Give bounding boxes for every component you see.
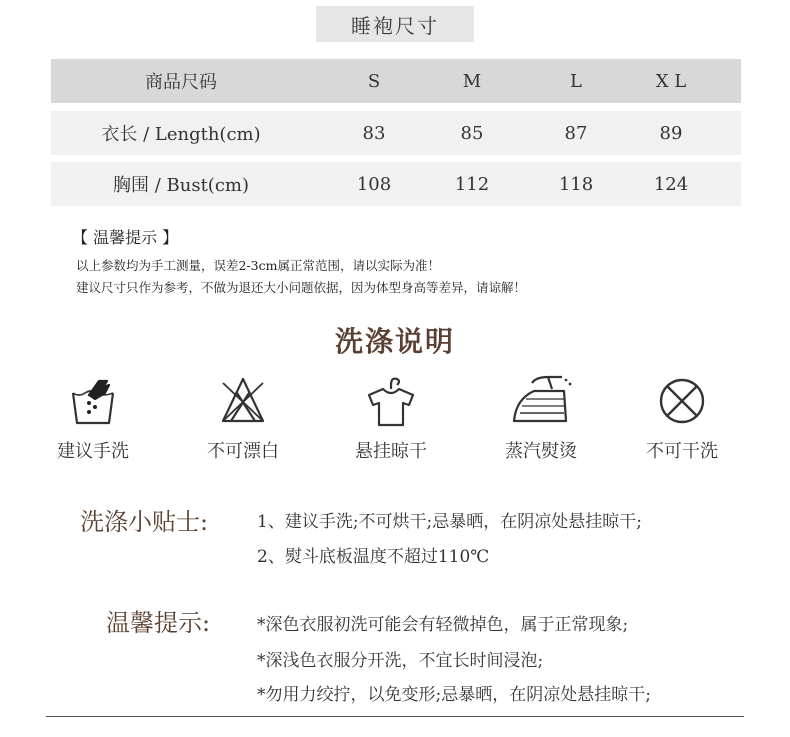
hand-wash-icon <box>33 373 153 429</box>
bottom-divider <box>46 716 744 717</box>
table-cell: 85 <box>460 122 484 144</box>
warm-tip-line: *勿用力绞拧，以免变形;忌暴晒，在阴凉处悬挂晾干; <box>257 685 651 705</box>
table-header-row <box>51 59 741 103</box>
warm-tips-label: 温馨提示: <box>106 609 211 637</box>
table-cell: 108 <box>356 173 392 195</box>
table-row <box>51 162 741 206</box>
wash-tip-line: 2、熨斗底板温度不超过110℃ <box>257 547 490 567</box>
table-cell: 胸围 / Bust(cm) <box>113 175 249 196</box>
table-header-cell: X L <box>655 70 687 92</box>
table-header-cell: L <box>570 70 582 92</box>
table-cell: 124 <box>653 173 689 195</box>
page-title: 睡袍尺寸 <box>316 6 474 42</box>
warm-tip-line: *深色衣服初洗可能会有轻微掉色，属于正常现象; <box>257 615 629 635</box>
no-bleach-icon <box>183 373 303 429</box>
hang-dry-label: 悬挂晾干 <box>355 441 427 462</box>
tip-line: 以上参数均为手工测量，误差2-3cm属正常范围，请以实际为准！ <box>76 258 440 273</box>
table-cell: 118 <box>558 173 594 195</box>
steam-iron-icon <box>481 373 601 429</box>
table-header-cell: 商品尺码 <box>145 72 217 93</box>
table-header-cell: S <box>367 70 381 92</box>
no-dry-clean-icon <box>622 373 742 429</box>
hand-wash-label: 建议手洗 <box>57 441 129 462</box>
wash-tip-line: 1、建议手洗;不可烘干;忌暴晒，在阴凉处悬挂晾干; <box>257 512 642 532</box>
table-cell: 87 <box>564 122 588 144</box>
table-cell: 112 <box>454 173 490 195</box>
table-cell: 83 <box>362 122 386 144</box>
wash-section-title: 洗涤说明 <box>334 325 455 358</box>
tip-line: 建议尺寸只作为参考，不做为退还大小问题依据，因为体型身高等差异，请谅解！ <box>76 280 527 295</box>
wash-tips-label: 洗涤小贴士: <box>80 508 209 536</box>
steam-iron-label: 蒸汽熨烫 <box>505 441 577 462</box>
tip-heading: 【 温馨提示 】 <box>72 228 179 247</box>
table-row <box>51 111 741 155</box>
no-dry-clean-label: 不可干洗 <box>646 441 718 462</box>
table-header-cell: M <box>462 70 482 92</box>
table-cell: 89 <box>659 122 683 144</box>
table-cell: 衣长 / Length(cm) <box>101 124 261 145</box>
hang-dry-icon <box>331 373 451 429</box>
warm-tip-line: *深浅色衣服分开洗，不宜长时间浸泡; <box>257 651 544 671</box>
no-bleach-label: 不可漂白 <box>207 441 279 462</box>
